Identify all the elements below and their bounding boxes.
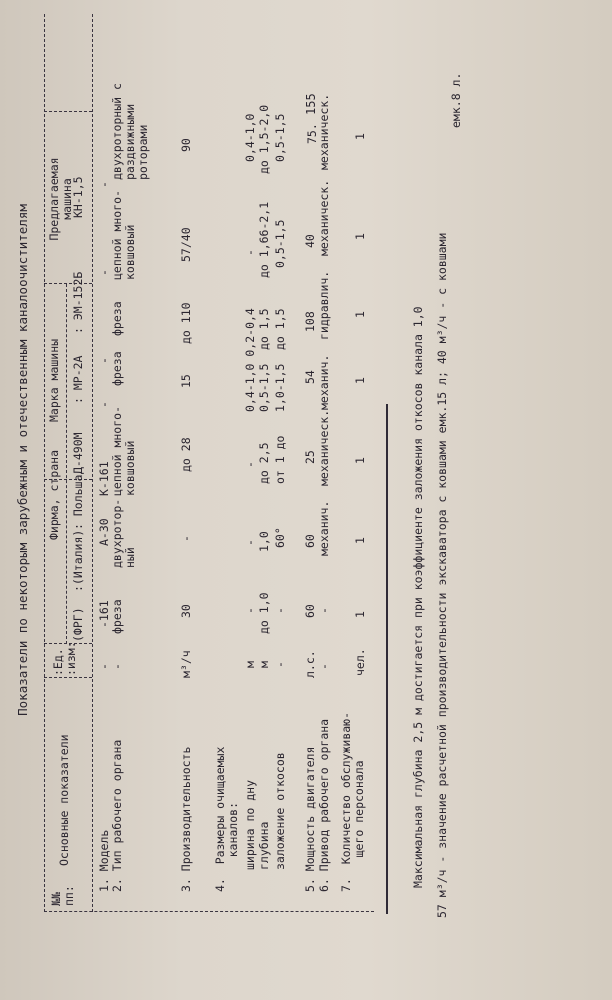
cell: - (317, 607, 331, 614)
cell: цепной много- ковшовый (110, 405, 137, 496)
cell: 75. (305, 123, 319, 144)
row-label: 5. Мощность двигателя (303, 746, 317, 892)
cell: К-161 (97, 461, 111, 496)
row-label: 2. Тип рабочего органа (110, 739, 124, 892)
header-brand: Марка машины (47, 338, 61, 422)
cell: 90 (179, 138, 193, 152)
cell: - (273, 661, 287, 668)
header-proposed: Предлагаемая машина (47, 157, 74, 241)
cell: - (97, 663, 111, 670)
cell: фреза (110, 599, 124, 634)
header-frg: (ФРГ) (71, 607, 85, 642)
cell: 15 (179, 374, 193, 388)
cell: механическ. (317, 409, 331, 486)
footnote-max-depth: Максимальная глубина 2,5 м достигается при коэффициенте заложения откосов канала 1,0 (411, 306, 425, 888)
cell: 108 (303, 311, 317, 332)
cell: 1 (353, 377, 367, 384)
cell: до 2,5 (257, 442, 271, 484)
cell: - (97, 401, 111, 408)
cell: м (257, 661, 271, 668)
cell: 1,0-1,5 (273, 363, 287, 412)
cell: 0,5-1,5 (273, 113, 287, 162)
header-divider (44, 677, 92, 678)
cell: фреза (110, 301, 124, 336)
cell: - (317, 663, 331, 670)
cell: механическ. (317, 179, 331, 256)
cell: - (110, 663, 124, 670)
table-title: Показатели по некоторым зарубежным и отечественным каналоочистителям (15, 204, 30, 716)
cell: - (97, 357, 111, 364)
cell: 30 (179, 604, 193, 618)
header-firm-country: Фирма, страна (47, 449, 61, 540)
row-label: 6. Привод рабочего органа (317, 718, 331, 892)
cell: м (243, 661, 257, 668)
header-unit: :Ед. :изм: (51, 641, 78, 676)
cell: до 28 (179, 437, 193, 472)
cell: 0,5-1,5 (273, 219, 287, 268)
cell: механич. (317, 354, 331, 410)
cell: 60° (273, 527, 287, 548)
header-bottom-line (92, 14, 93, 912)
cell: - (243, 249, 257, 256)
cell: - (243, 539, 257, 546)
cell: 1 (353, 611, 367, 618)
cell: 0,4-1,0 (243, 113, 257, 162)
cell: 1 (353, 133, 367, 140)
cell: цепной много- ковшовый (110, 189, 137, 280)
cell: механическ. (317, 93, 331, 170)
header-italy: :(Италия) (71, 529, 85, 592)
cell: до 110 (179, 302, 193, 344)
row-label: 7. Количество обслуживаю- щего персонала (339, 711, 366, 892)
cell: 54 (303, 370, 317, 384)
header-kn15: КН-1,5 (71, 176, 85, 218)
header-num: №№ пп: (49, 885, 76, 906)
cell: фреза (110, 351, 124, 386)
table-left-border (44, 911, 374, 912)
cell: л.с. (303, 650, 317, 678)
header-indicators: Основные показатели (57, 734, 71, 866)
cell: 60 (303, 534, 317, 548)
header-divider (66, 284, 67, 644)
cell: механич. (317, 500, 331, 556)
cell: 40 (303, 234, 317, 248)
cell: - (97, 269, 111, 276)
cell: - (243, 607, 257, 614)
cell: до 1,66-2,1 (257, 201, 271, 278)
table-top-border (44, 14, 45, 912)
row-label: заложение откосов (273, 752, 287, 870)
cell: до 1,0 (257, 592, 271, 634)
row-label: 1. Модель (97, 829, 111, 892)
page-number: 155 (304, 93, 318, 115)
cell: 0,4-1,0 0,2-0,4 (243, 308, 257, 412)
row-label: ширина по дну (243, 779, 257, 870)
row-label: глубина (257, 821, 271, 870)
cell: до 1,5-2,0 (257, 104, 271, 174)
cell: 25 (303, 450, 317, 464)
footnote-productivity-cont: емк.8 л. (449, 72, 463, 128)
cell: 1 (353, 457, 367, 464)
header-mr2a: : МР-2А (71, 355, 85, 404)
cell: 1 (353, 233, 367, 240)
cell: 1,0 (257, 531, 271, 552)
cell: - (179, 535, 193, 542)
cell: -161 (97, 600, 111, 628)
cell: до 1,5 (273, 308, 287, 350)
cell: двухроторный с раздвижными роторами (110, 83, 150, 180)
cell: - (97, 181, 111, 188)
cell: 0,5-1,5 (257, 363, 271, 412)
cell: м³/ч (179, 650, 193, 678)
header-poland: : Польша (71, 474, 85, 530)
cell: чел. (353, 648, 367, 676)
cell: 1 (353, 311, 367, 318)
header-d490m: Д-490М (71, 432, 85, 474)
footnote-productivity: 57 м³/ч - значение расчетной производительности экскаватора с ковшами емк.15 л; 40 м³/ч - с ковшами (435, 232, 449, 918)
cell: до 1,5 (257, 308, 271, 350)
cell: от 1 до (273, 435, 287, 484)
cell: 1 (353, 537, 367, 544)
cell: гидравлич. (317, 270, 331, 340)
cell: - (273, 607, 287, 614)
header-em152b: : ЭМ-152Б (71, 271, 85, 334)
table-bottom-line (386, 404, 388, 914)
header-divider (44, 111, 92, 112)
cell: 60 (303, 604, 317, 618)
cell: - (243, 461, 257, 468)
row-label: 4. Размеры очищаемых каналов: (213, 746, 240, 892)
cell: двухротор- ный (110, 498, 137, 568)
cell: А-30 (97, 518, 111, 546)
row-label: 3. Производительность (179, 746, 193, 892)
cell: 57/40 (179, 227, 193, 262)
